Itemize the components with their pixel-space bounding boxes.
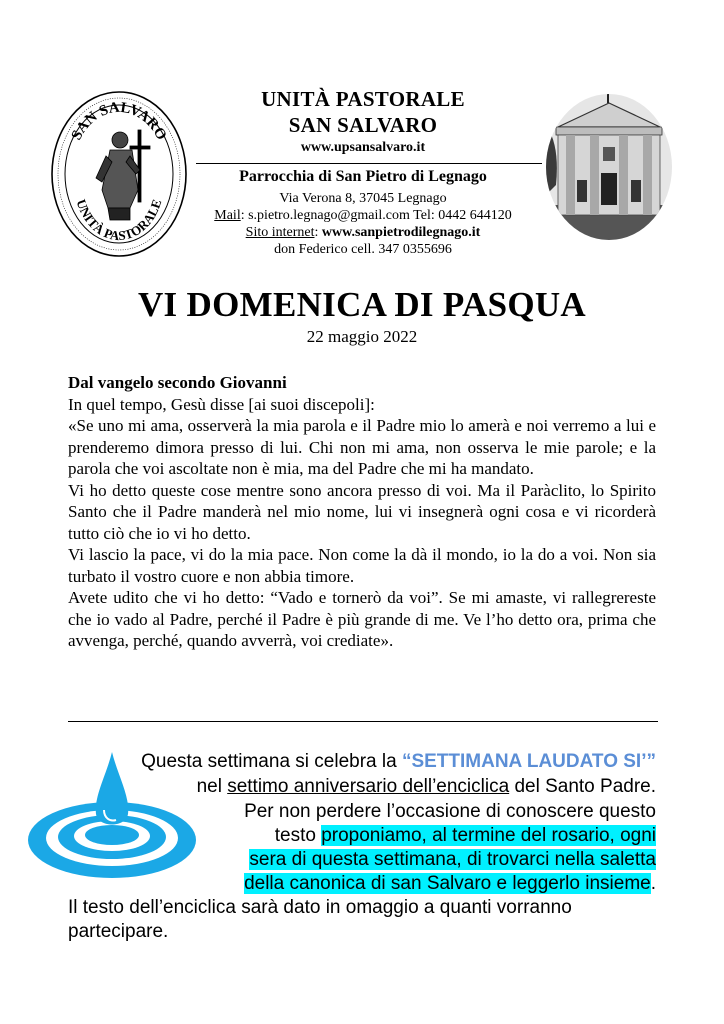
- highlighted-text: della canonica di san Salvaro e leggerlo insieme: [244, 873, 651, 894]
- page-date: 22 maggio 2022: [306, 327, 418, 346]
- gospel-paragraph: Avete udito che vi ho detto: “Vado e tornerò da voi”. Se mi amaste, vi rallegrereste che io vado al Padre, perché il Padre è più grande di me. Ve l’ho detto ora, prima che avvenga, perché, quando avverrà, voi crediate».: [68, 588, 656, 650]
- seal-top-text: SAN SALVARO: [68, 99, 170, 143]
- notice-text: testo: [274, 825, 322, 846]
- notice-text: Questa settimana si celebra la: [141, 751, 402, 772]
- notice-line: partecipare.: [68, 921, 169, 942]
- notice-line: Per non perdere l’occasione di conoscere questo: [244, 801, 656, 822]
- highlighted-text: proponiamo, al termine del rosario, ogni: [321, 825, 656, 846]
- parish-website-link[interactable]: www.sanpietrodilegnago.it: [321, 225, 481, 240]
- gospel-paragraph: In quel tempo, Gesù disse [ai suoi discepoli]:: [68, 394, 375, 414]
- gospel-section: [68, 372, 656, 652]
- priest-contact: don Federico cell. 347 0355696: [274, 242, 452, 257]
- notice-line: [244, 872, 656, 896]
- header-divider: [196, 163, 542, 164]
- notice-line: [275, 824, 656, 848]
- anniversary-underlined: settimo anniversario dell’enciclica: [227, 776, 510, 797]
- highlighted-text: sera di questa settimana, di trovarci nella saletta: [249, 849, 656, 870]
- gospel-heading: Dal vangelo secondo Giovanni: [68, 373, 287, 392]
- section-divider: [68, 721, 658, 722]
- gospel-paragraph: Vi lascio la pace, vi do la mia pace. Non come la dà il mondo, io la do a voi. Non sia turbato il vostro cuore e non abbia timore.: [68, 545, 656, 586]
- notice-line: [249, 848, 656, 872]
- seal-bottom-text: UNITÀ PASTORALE: [73, 197, 165, 244]
- header-title-line1: UNITÀ PASTORALE: [261, 87, 465, 111]
- mail-and-phone[interactable]: : s.pietro.legnago@gmail.com Tel: 0442 644120: [240, 208, 512, 223]
- parish-name: Parrocchia di San Pietro di Legnago: [239, 168, 487, 185]
- site-separator: :: [314, 225, 322, 240]
- notice-line: Il testo dell’enciclica sarà dato in omaggio a quanti vorranno: [68, 897, 572, 918]
- gospel-paragraph: Vi ho detto queste cose mentre sono ancora presso di voi. Ma il Paràclito, lo Spirito Santo che il Padre manderà nel mio nome, lui vi insegnerà ogni cosa e vi ricorderà tutto ciò che io vi ho detto.: [68, 480, 656, 543]
- church-facade-icon: [546, 85, 672, 240]
- header-website[interactable]: www.upsansalvaro.it: [300, 140, 426, 155]
- notice-text: .: [650, 873, 656, 894]
- parish-website-line: [190, 224, 536, 241]
- san-salvaro-seal-icon: [50, 90, 188, 258]
- parish-contacts: [190, 207, 536, 224]
- page-title: VI DOMENICA DI PASQUA: [137, 285, 587, 324]
- site-label: Sito internet: [245, 225, 315, 240]
- gospel-paragraph: «Se uno mi ama, osserverà la mia parola e il Padre mio lo amerà e noi verremo a lui e prenderemo dimora presso di lui. Chi non mi ama, non osserva le mie parole; e la parola che voi ascoltate non è mia, ma del Padre che mi ha mandato.: [68, 416, 656, 478]
- laudato-si-highlight: “SETTIMANA LAUDATO SI’”: [401, 751, 656, 772]
- header-title-line2: SAN SALVARO: [288, 113, 438, 137]
- notice-text: del Santo Padre.: [509, 776, 656, 797]
- notice-text: nel: [196, 776, 228, 797]
- notice-line: [141, 750, 656, 774]
- mail-label: Mail: [214, 208, 241, 223]
- notice-line: [197, 775, 656, 799]
- parish-address: Via Verona 8, 37045 Legnago: [279, 191, 447, 206]
